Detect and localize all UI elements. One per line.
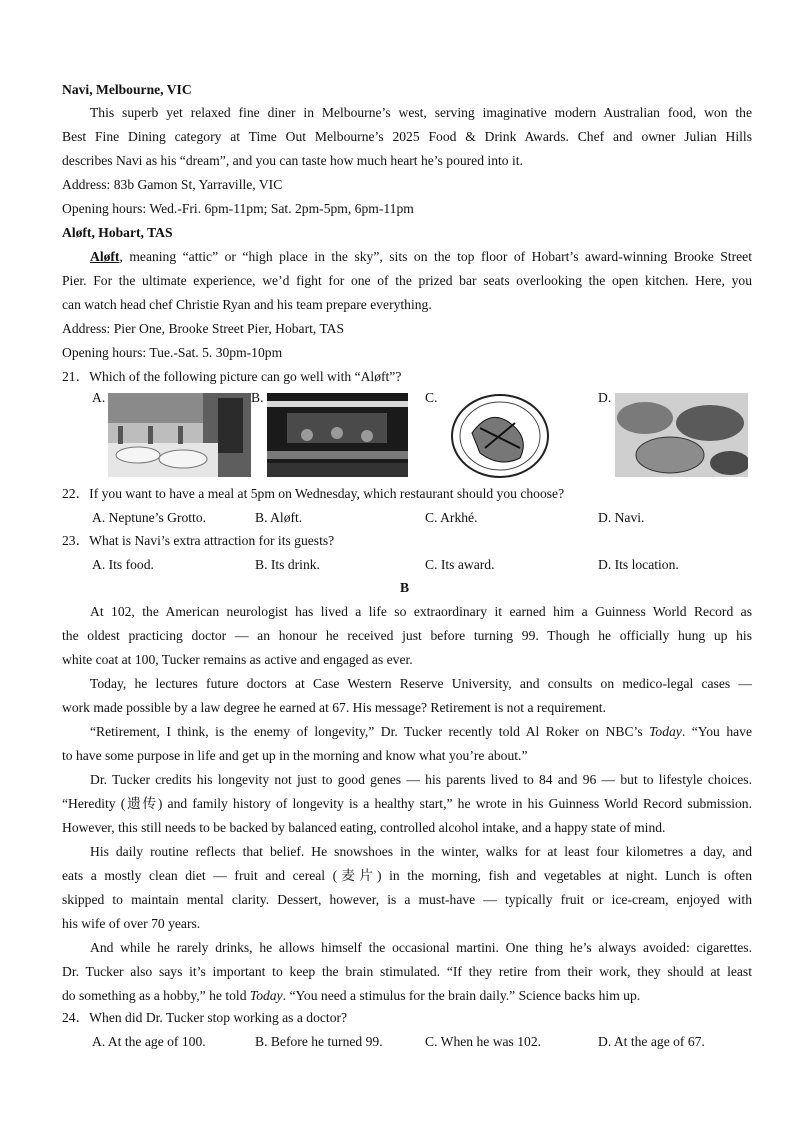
- navi-hours: Opening hours: Wed.-Fri. 6pm-11pm; Sat. 2pm-5pm, 6pm-11pm: [62, 201, 414, 216]
- section-b-marker: B: [400, 580, 410, 595]
- option-b[interactable]: B. Its drink.: [255, 557, 320, 572]
- option-b[interactable]: B. Aløft.: [255, 510, 303, 525]
- aloft-body-line: [90, 247, 752, 267]
- navi-body-line: This superb yet relaxed fine diner in Melbourne’s west, serving imaginative modern Australian food, won the: [90, 105, 752, 120]
- question-24-options: [62, 1032, 752, 1052]
- question-21-stem: 21．Which of the following picture can go well with “Aløft”?: [62, 369, 402, 384]
- option-a[interactable]: A. Neptune’s Grotto.: [92, 510, 207, 525]
- b-today-italic: Today: [249, 988, 283, 1003]
- picture-a-dining-room: [108, 393, 251, 477]
- b-quote-part: “Retirement, I think, is the enemy of longevity,” Dr. Tucker recently told Al Roker on NBC’s: [90, 724, 650, 739]
- option-d[interactable]: D. Navi.: [598, 510, 645, 525]
- b-paragraph-line: [90, 722, 752, 742]
- picture-c-seafood-plate: [450, 393, 550, 479]
- picture-b-open-kitchen: [267, 393, 408, 477]
- option-label-c: C.: [425, 390, 438, 405]
- b-text-part: do something as a hobby,” he told: [62, 988, 250, 1003]
- option-a[interactable]: A. Its food.: [92, 557, 154, 572]
- b-paragraph-line: However, this still needs to be backed by balanced eating, controlled alcohol intake, and a happy state of mind.: [62, 820, 666, 835]
- b-paragraph-line: his wife of over 70 years.: [62, 916, 201, 931]
- question-24-stem: 24．When did Dr. Tucker stop working as a doctor?: [62, 1010, 348, 1025]
- b-paragraph-line: At 102, the American neurologist has lived a life so extraordinary it earned him a Guinness World Record as: [90, 604, 752, 619]
- b-paragraph-line: work made possible by a law degree he earned at 67. His message? Retirement is not a requirement.: [62, 700, 606, 715]
- aloft-hours: Opening hours: Tue.-Sat. 5. 30pm-10pm: [62, 345, 283, 360]
- option-a[interactable]: A. At the age of 100.: [92, 1034, 206, 1049]
- option-c[interactable]: C. Arkhé.: [425, 510, 478, 525]
- option-d[interactable]: D. At the age of 67.: [598, 1034, 705, 1049]
- option-c[interactable]: C. Its award.: [425, 557, 495, 572]
- b-text-part: . “You need a stimulus for the brain daily.” Science backs him up.: [282, 988, 641, 1003]
- b-quote-part: . “You have: [681, 724, 752, 739]
- b-paragraph-line: [62, 986, 752, 1006]
- option-b[interactable]: B. Before he turned 99.: [255, 1034, 383, 1049]
- b-paragraph-line: Dr. Tucker also says it’s important to keep the brain stimulated. “If they retire from their work, they should at least: [62, 964, 752, 979]
- b-paragraph-line: Dr. Tucker credits his longevity not just to good genes — his parents lived to 84 and 96 — but to lifestyle choices.: [90, 772, 752, 787]
- aloft-name: Aløft: [90, 249, 120, 264]
- b-paragraph-line: skipped to maintain mental clarity. Dessert, however, is a must-have — typically fruit or ice-cream, enjoyed with: [62, 892, 752, 907]
- b-paragraph-line: eats a mostly clean diet — fruit and cereal (麦片) in the morning, fish and vegetables at night. Lunch is often: [62, 868, 752, 883]
- b-paragraph-line: Today, he lectures future doctors at Case Western Reserve University, and consults on medico-legal cases —: [90, 676, 752, 691]
- b-today-italic: Today: [649, 724, 682, 739]
- navi-address: Address: 83b Gamon St, Yarraville, VIC: [62, 177, 283, 192]
- question-22-stem: 22．If you want to have a meal at 5pm on Wednesday, which restaurant should you choose?: [62, 486, 565, 501]
- b-paragraph-line: And while he rarely drinks, he allows himself the occasional martini. One thing he’s always avoided: cigarettes.: [90, 940, 752, 955]
- navi-body-line: Best Fine Dining category at Time Out Melbourne’s 2025 Food & Drink Awards. Chef and owner Julian Hills: [62, 129, 752, 144]
- navi-heading: Navi, Melbourne, VIC: [62, 82, 192, 97]
- aloft-body-rest: , meaning “attic” or “high place in the sky”, sits on the top floor of Hobart’s award-winning Brooke Street: [119, 249, 752, 264]
- option-label-a: A.: [92, 390, 106, 405]
- question-22-options: [62, 508, 752, 528]
- aloft-body-line: Pier. For the ultimate experience, we’d fight for one of the prized bar seats overlooking the open kitchen. Here, you: [62, 273, 752, 288]
- question-23-options: [62, 555, 752, 575]
- picture-d-dishes: [615, 393, 748, 477]
- aloft-body-line: can watch head chef Christie Ryan and his team prepare everything.: [62, 297, 432, 312]
- aloft-address: Address: Pier One, Brooke Street Pier, Hobart, TAS: [62, 321, 345, 336]
- option-c[interactable]: C. When he was 102.: [425, 1034, 542, 1049]
- option-label-b: B.: [251, 390, 264, 405]
- option-d[interactable]: D. Its location.: [598, 557, 679, 572]
- aloft-heading: Aløft, Hobart, TAS: [62, 225, 173, 240]
- b-paragraph-line: white coat at 100, Tucker remains as active and engaged as ever.: [62, 652, 413, 667]
- b-paragraph-line: the oldest practicing doctor — an honour he received just before turning 99. Though he officially hung up his: [62, 628, 752, 643]
- b-paragraph-line: to have some purpose in life and get up in the morning and know what you’re about.”: [62, 748, 528, 763]
- b-paragraph-line: His daily routine reflects that belief. He snowshoes in the winter, walks for at least four kilometres a day, and: [90, 844, 752, 859]
- question-23-stem: 23．What is Navi’s extra attraction for its guests?: [62, 533, 335, 548]
- option-label-d: D.: [598, 390, 612, 405]
- navi-body-line: describes Navi as his “dream”, and you can taste how much heart he’s poured into it.: [62, 153, 523, 168]
- b-paragraph-line: “Heredity (遗传) and family history of longevity is a healthy start,” he wrote in his Guinness World Record submission.: [62, 796, 752, 811]
